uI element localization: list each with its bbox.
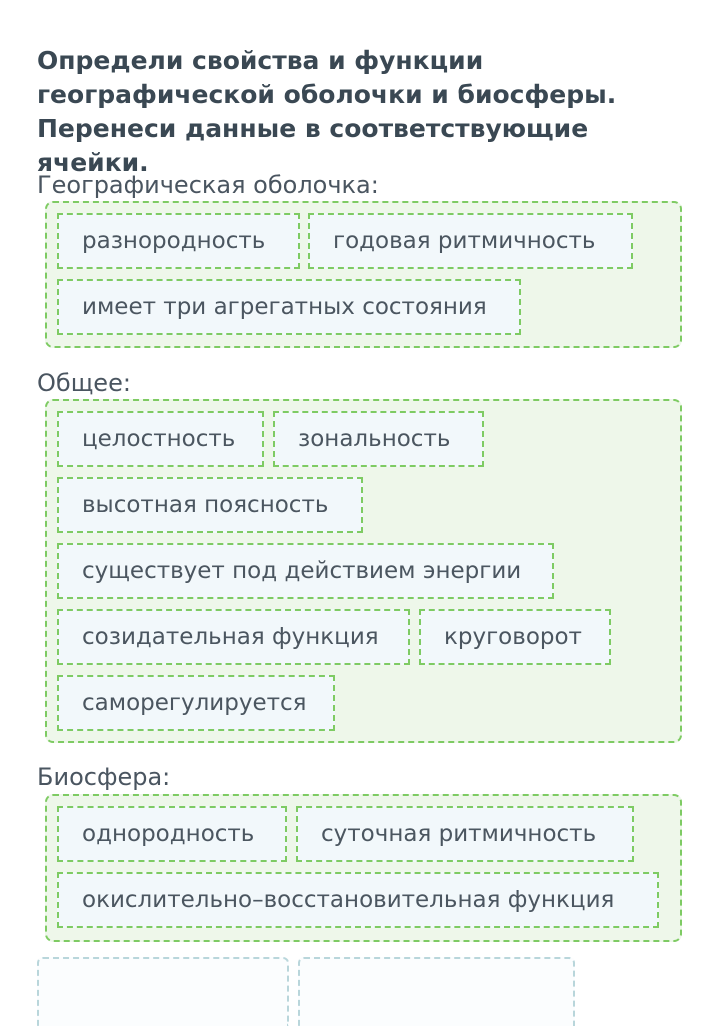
empty-answer-slot[interactable] — [298, 957, 575, 1026]
chip-common-6[interactable]: саморегулируется — [57, 675, 335, 731]
empty-answer-slot[interactable] — [37, 957, 289, 1026]
chip-common-2[interactable]: высотная поясность — [57, 477, 363, 533]
chip-common-4[interactable]: созидательная функция — [57, 609, 410, 665]
chip-common-5[interactable]: круговорот — [419, 609, 611, 665]
chip-common-0[interactable]: целостность — [57, 411, 264, 467]
chip-geo-2[interactable]: имеет три агрегатных состояния — [57, 279, 521, 335]
chip-common-1[interactable]: зональность — [273, 411, 484, 467]
chip-bio-2[interactable]: окислительно–восстановительная функция — [57, 872, 659, 928]
chip-geo-0[interactable]: разнородность — [57, 213, 300, 269]
chip-bio-0[interactable]: однородность — [57, 806, 287, 862]
common-zone-label: Общее: — [37, 369, 131, 397]
task-title: Определи свойства и функции географической оболочки и биосферы. Перенеси данные в соответствующие ячейки. — [37, 46, 617, 177]
chip-common-3[interactable]: существует под действием энергии — [57, 543, 554, 599]
chip-geo-1[interactable]: годовая ритмичность — [308, 213, 633, 269]
geo-zone-label: Географическая оболочка: — [37, 171, 379, 199]
chip-bio-1[interactable]: суточная ритмичность — [296, 806, 634, 862]
bio-zone-label: Биосфера: — [37, 763, 171, 791]
